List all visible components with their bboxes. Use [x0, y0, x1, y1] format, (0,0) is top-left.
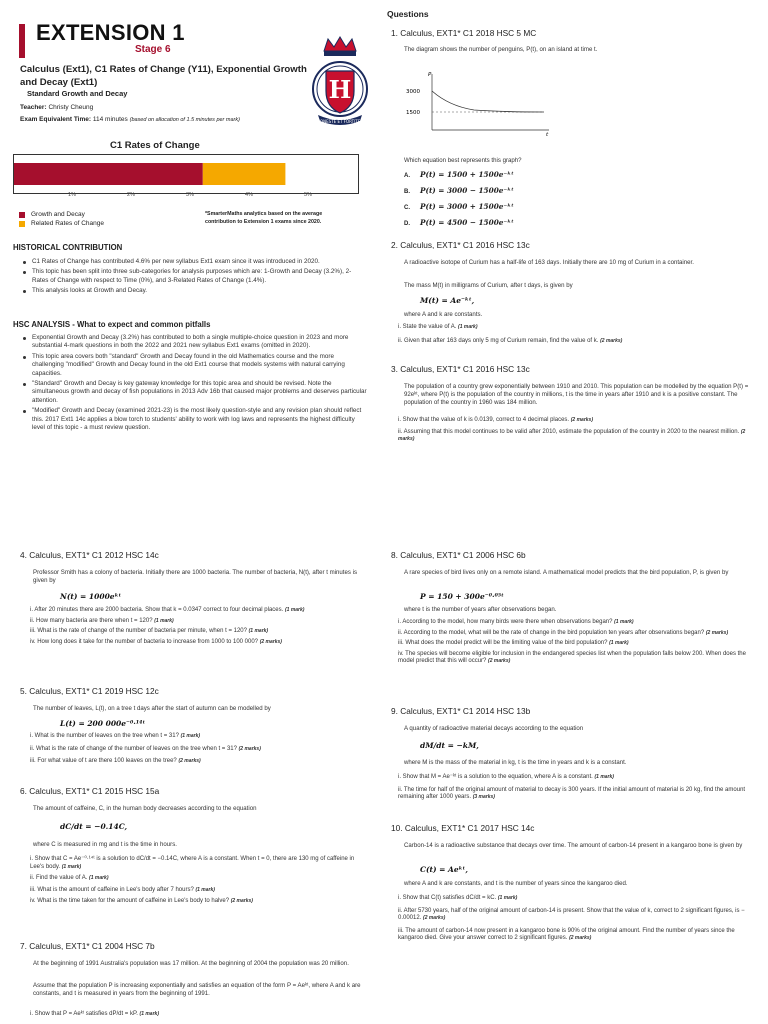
question-3-text: The population of a country grew exponentially between 1910 and 2010. This population can be modelled by the equation P(t) = 92eᵏᵗ, where P(t) is the population of the country in millions, t is the time in years after 1910 and k is a positive constant. The population of the country in 1960 was 184 million.: [404, 383, 749, 406]
question-9-text: A quantity of radioactive material decays according to the equation: [404, 725, 584, 732]
question-10-text: Carbon-14 is a radioactive substance that decays over time. The amount of carbon-14 present in a kangaroo bone is given by: [404, 842, 743, 849]
list-item: This topic has been split into three sub-categories for analysis purposes which are: 1-Growth and Decay (3.2%), 2-Rates of Change with respect to Time (0%), and 3-Related Rates of Change (1.4%).: [22, 268, 367, 285]
tick-label: 4%: [245, 192, 253, 198]
rates-legend: [19, 210, 104, 228]
question-2-text-3: where A and k are constants.: [404, 311, 483, 318]
list-item: Exponential Growth and Decay (3.2%) has contributed to both a single multiple-choice question in 2023 and more substantial 4-mark questions in both the 2022 and 2021 new syllabus Ext1 exams (omitted in 2020).: [22, 334, 367, 351]
topic-heading: Calculus (Ext1), C1 Rates of Change (Y11), Exponential Growth and Decay (Ext1): [20, 64, 307, 88]
penguin-graph: [404, 68, 564, 140]
analysis-list: [22, 334, 367, 434]
question-4-title: 4. Calculus, EXT1* C1 2012 HSC 14c: [20, 550, 159, 560]
question-7-text-2: Assume that the population P is increasing exponentially and satisfies an equation of the form P = Aeᵏᵗ, where A and k are constants, and t is measured in years from the beginning of 1991.: [33, 982, 361, 997]
question-10-equation: C(t) = Aeᵏᵗ,: [420, 865, 468, 874]
questions-heading: Questions: [387, 9, 429, 19]
teacher-line: Teacher: Christy Cheung: [20, 104, 94, 111]
question-part: iii. What is the amount of caffeine in Lee's body after 7 hours? (1 mark): [30, 886, 215, 893]
legend-item: Related Rates of Change: [19, 219, 104, 228]
question-3-parts: [398, 417, 750, 444]
rates-stacked-bar: [14, 155, 358, 193]
question-9-equation: dM/dt = −kM,: [420, 741, 479, 750]
question-5-title: 5. Calculus, EXT1* C1 2019 HSC 12c: [20, 686, 159, 696]
tick-label: 5%: [304, 192, 312, 198]
question-part: i. According to the model, how many birds were there when observations began? (1 mark): [398, 619, 634, 625]
subtopic-heading: Standard Growth and Decay: [27, 89, 128, 98]
question-8-equation: P = 150 + 300e⁻⁰·⁰⁵ᵗ: [420, 592, 504, 601]
historical-heading: HISTORICAL CONTRIBUTION: [13, 243, 123, 252]
question-part: i. What is the number of leaves on the tree when t = 31? (1 mark): [30, 733, 201, 739]
question-2-text: A radioactive isotope of Curium has a half-life of 163 days. Initially there are 10 mg of Curium in a container.: [404, 259, 694, 266]
question-9-title: 9. Calculus, EXT1* C1 2014 HSC 13b: [391, 706, 531, 716]
question-2-text-2: The mass M(t) in milligrams of Curium, after t days, is given by: [404, 282, 573, 289]
rates-chart-frame: [13, 154, 359, 194]
question-1-ask: Which equation best represents this graph?: [404, 157, 522, 164]
option-c[interactable]: C. P(t) = 3000 + 1500e⁻ᵏᵗ: [404, 202, 514, 211]
list-item: "Modified" Growth and Decay (examined 2021-23) is the most likely question-style and any revision plan should reflect this. 2017 Ext1 14c applies a blow torch to students' ability to work with log laws and represents the highest difficulty level of this topic - a must review question.: [22, 407, 367, 432]
question-7-title: 7. Calculus, EXT1* C1 2004 HSC 7b: [20, 941, 155, 951]
question-6-text-2: where C is measured in mg and t is the time in hours.: [33, 841, 177, 848]
question-part: i. Show that M = Ae⁻ᵏᵗ is a solution to the equation, where A is a constant. (1 mark): [398, 774, 614, 780]
tick-label: 3%: [186, 192, 194, 198]
question-1-options: [404, 170, 514, 234]
question-part: iii. What does the model predict will be the limiting value of the bird population? (1 mark): [398, 640, 629, 646]
option-a[interactable]: A. P(t) = 1500 + 1500e⁻ᵏᵗ: [404, 170, 514, 179]
question-part: ii. The time for half of the original amount of material to decay is 300 years. If the initial amount of material is 20 kg, find the amount remaining after 1000 years. (3 marks): [398, 786, 746, 800]
question-part: i. State the value of A. (1 mark): [398, 324, 478, 330]
list-item: This topic area covers both "standard" Growth and Decay found in the old Mathematics course and the more challenging "modified" Growth and Decay found in the old Ext1 course that models systems with natural carrying capacities.: [22, 353, 367, 378]
question-part: iv. The species will become eligible for inclusion in the endangered species list when the population falls below 200. When does the model predict that this will occur? (2 marks): [398, 650, 746, 664]
exam-time-line: Exam Equivalent Time: 114 minutes (based on allocation of 1.5 minutes per mark): [20, 116, 240, 123]
question-10-parts: [398, 895, 750, 943]
svg-text:HONESTE ET FORTITER: HONESTE ET FORTITER: [316, 119, 364, 124]
school-crest-logo: [306, 33, 374, 129]
title-accent-bar: [19, 24, 25, 58]
question-part: i. Show that the value of k is 0.0139, correct to 4 decimal places. (2 marks): [398, 417, 593, 423]
question-8-text-2: where t is the number of years after observations began.: [404, 606, 557, 613]
legend-swatch: [19, 212, 25, 218]
question-4-equation: N(t) = 1000eᵏᵗ: [60, 592, 122, 601]
list-item: "Standard" Growth and Decay is key gateway knowledge for this topic area and should be revised. Note the simultaneous growth and decay of fish populations in 2013 Adv 16b that caused major problems and deserves particular attention.: [22, 380, 367, 405]
question-part: i. Show that P = Aeᵏᵗ satisfies dP/dt = kP. (1 mark): [30, 1011, 159, 1017]
page-title: EXTENSION 1: [36, 20, 185, 45]
legend-swatch: [19, 221, 25, 227]
rates-chart-title: C1 Rates of Change: [110, 140, 200, 151]
question-part: iii. What is the rate of change of the number of bacteria per minute, when t = 120? (1 mark): [30, 628, 269, 634]
question-2-title: 2. Calculus, EXT1* C1 2016 HSC 13c: [391, 240, 530, 250]
option-d[interactable]: D. P(t) = 4500 − 1500e⁻ᵏᵗ: [404, 218, 514, 227]
question-part: ii. According to the model, what will be the rate of change in the bird population ten years after observations began? (2 marks): [398, 629, 729, 636]
question-10-text-2: where A and k are constants, and t is the number of years since the kangaroo died.: [404, 880, 628, 887]
question-1-text: The diagram shows the number of penguins, P(t), on an island at time t.: [404, 46, 598, 53]
list-item: C1 Rates of Change has contributed 4.6% per new syllabus Ext1 exam since it was introduced in 2020.: [22, 258, 367, 266]
question-5-text: The number of leaves, L(t), on a tree t days after the start of autumn can be modelled by: [33, 705, 271, 712]
graph-ylabel: P: [428, 72, 432, 78]
graph-y-tick: 1500: [406, 110, 420, 116]
bar-segment-growth-decay: [14, 163, 203, 185]
question-5-parts: [30, 733, 370, 766]
list-item: This analysis looks at Growth and Decay.: [22, 287, 367, 295]
question-part: ii. After 5730 years, half of the original amount of carbon-14 is present. Show that the value of k, correct to 2 significant figures, is − 0.00012. (2 marks): [398, 907, 745, 921]
question-part: i. Show that C = Ae⁻⁰·¹⁴ᵗ is a solution to dC/dt = −0.14C, where A is a constant. When t = 0, there are 130 mg of caffeine in Lee's body. (1 mark): [30, 856, 355, 870]
question-6-parts: [30, 856, 360, 906]
question-6-equation: dC/dt = −0.14C,: [60, 822, 128, 831]
option-b[interactable]: B. P(t) = 3000 − 1500e⁻ᵏᵗ: [404, 186, 514, 195]
question-5-equation: L(t) = 200 000e⁻⁰·¹⁴ᵗ: [60, 719, 146, 728]
question-2-equation: M(t) = Ae⁻ᵏᵗ,: [420, 296, 475, 305]
question-part: ii. Find the value of A. (1 mark): [30, 875, 109, 881]
question-part: iv. What is the time taken for the amount of caffeine in Lee's body to halve? (2 marks): [30, 898, 253, 904]
question-part: ii. Assuming that this model continues to be valid after 2010, estimate the population of the country in 2020 to the nearest million. (2 marks): [398, 428, 746, 442]
question-part: ii. How many bacteria are there when t = 120? (1 mark): [30, 617, 174, 624]
question-part: iii. For what value of t are there 100 leaves on the tree? (2 marks): [30, 758, 201, 764]
analysis-heading: HSC ANALYSIS - What to expect and common pitfalls: [13, 320, 211, 329]
question-4-text: Professor Smith has a colony of bacteria. Initially there are 1000 bacteria. The number of bacteria, N(t), after t minutes is given by: [33, 569, 358, 584]
question-8-title: 8. Calculus, EXT1* C1 2006 HSC 6b: [391, 550, 526, 560]
question-2-parts: [398, 324, 748, 345]
tick-label: 2%: [127, 192, 135, 198]
question-6-text: The amount of caffeine, C, in the human body decreases according to the equation: [33, 805, 257, 812]
question-7-text: At the beginning of 1991 Australia's population was 17 million. At the beginning of 2004 the population was 20 million.: [33, 960, 349, 967]
stage-label: Stage 6: [135, 44, 171, 55]
question-10-title: 10. Calculus, EXT1* C1 2017 HSC 14c: [391, 823, 535, 833]
question-7-parts: [30, 1011, 370, 1019]
question-9-text-2: where M is the mass of the material in kg, t is the time in years and k is a constant.: [404, 759, 627, 766]
question-part: ii. What is the rate of change of the number of leaves on the tree when t = 31? (2 marks): [30, 745, 261, 752]
question-part: i. Show that C(t) satisfies dC/dt = kC. (1 mark): [398, 895, 518, 901]
bar-segment-related-rates: [203, 163, 286, 185]
question-1-title: 1. Calculus, EXT1* C1 2018 HSC 5 MC: [391, 28, 537, 38]
graph-y-tick: 3000: [406, 89, 420, 95]
question-3-title: 3. Calculus, EXT1* C1 2016 HSC 13c: [391, 364, 530, 374]
question-part: iv. How long does it take for the number of bacteria to increase from 1000 to 100 000? (2 marks): [30, 638, 282, 645]
historical-list: [22, 258, 367, 298]
question-part: iii. The amount of carbon-14 now present in a kangaroo bone is 90% of the original amount. Find the number of years since the kangaroo died. Give your answer correct to 2 significant figures. (2 marks): [398, 927, 735, 941]
question-9-parts: [398, 774, 750, 802]
question-8-parts: [398, 619, 750, 666]
question-part: i. After 20 minutes there are 2000 bacteria. Show that k = 0.0347 correct to four decimal places. (1 mark): [30, 607, 305, 613]
graph-xlabel: t: [546, 132, 549, 138]
legend-item: Growth and Decay: [19, 210, 104, 219]
svg-text:H: H: [328, 75, 352, 104]
question-8-text: A rare species of bird lives only on a remote island. A mathematical model predicts that the bird population, P, is given by: [404, 569, 729, 576]
question-part: ii. Given that after 163 days only 5 mg of Curium remain, find the value of k. (2 marks): [398, 337, 623, 344]
question-6-title: 6. Calculus, EXT1* C1 2015 HSC 15a: [20, 786, 160, 796]
analytics-note: *SmarterMaths analytics based on the average contribution to Extension 1 exams since 2020.: [205, 211, 323, 225]
question-4-parts: [30, 607, 370, 646]
tick-label: 1%: [68, 192, 76, 198]
